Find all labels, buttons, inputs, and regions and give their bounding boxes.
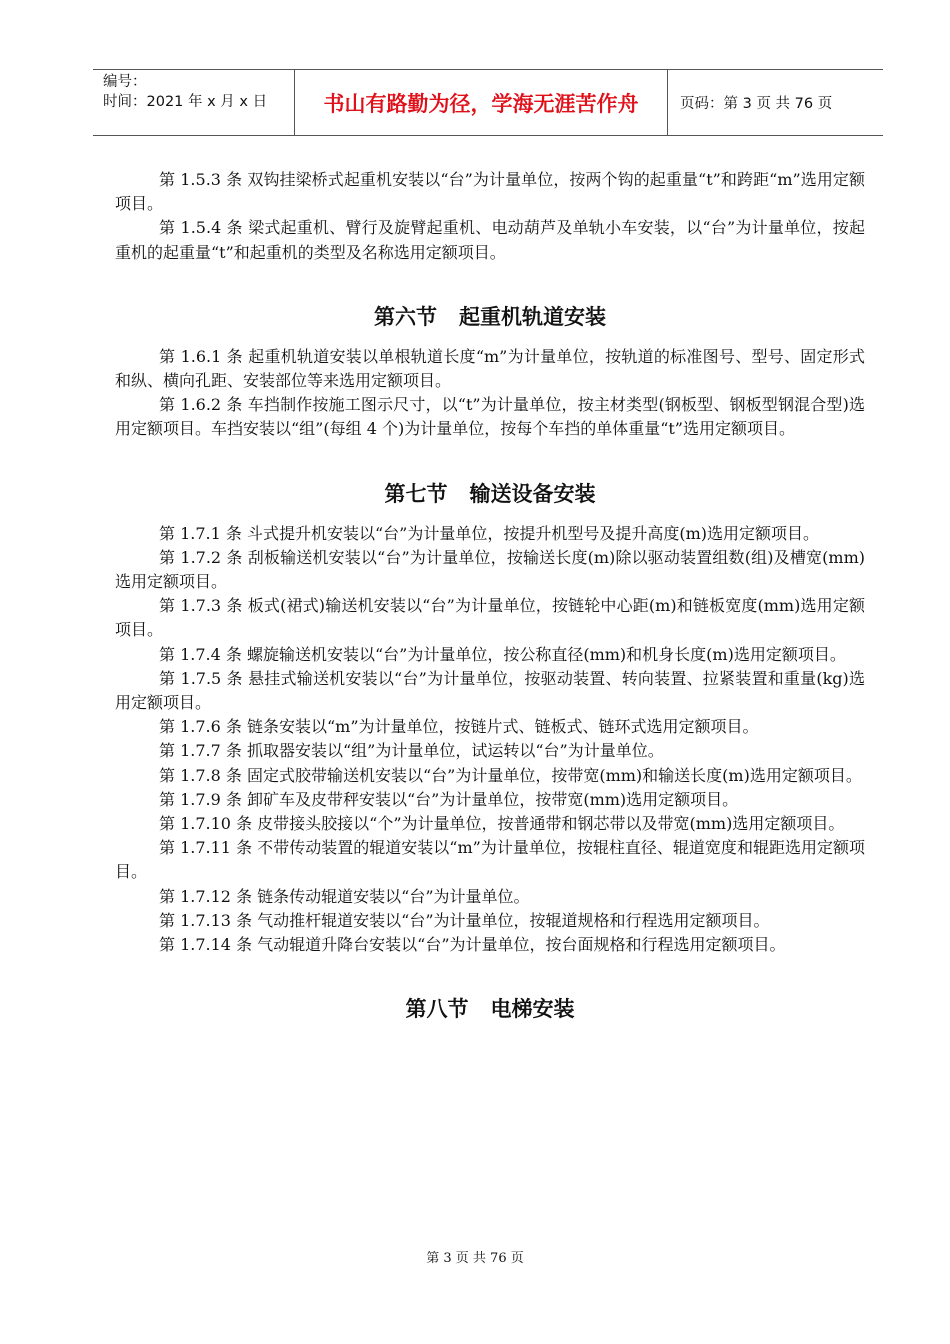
clause-paragraph: 第 1.7.11 条 不带传动装置的辊道安装以“m”为计量单位，按辊柱直径、辊道宽度和辊距选用定额项目。 bbox=[115, 838, 865, 882]
clause-paragraph: 第 1.7.13 条 气动推杆辊道安装以“台”为计量单位，按辊道规格和行程选用定额项目。 bbox=[159, 910, 770, 930]
clause-paragraph: 第 1.7.10 条 皮带接头胶接以“个”为计量单位，按普通带和钢芯带以及带宽(mm)选用定额项目。 bbox=[159, 814, 845, 834]
section-title: 起重机轨道安装 bbox=[459, 304, 606, 329]
time-label: 时间：2021 年 x 月 x 日 bbox=[103, 94, 268, 110]
page-footer: 第 3 页 共 76 页 bbox=[426, 1251, 524, 1266]
clause-paragraph: 第 1.6.1 条 起重机轨道安装以单根轨道长度“m”为计量单位，按轨道的标准图号、型号、固定形式和纵、横向孔距、安装部位等来选用定额项目。 bbox=[115, 346, 865, 391]
section-number: 第六节 bbox=[374, 304, 437, 329]
section-heading bbox=[115, 993, 865, 1023]
section-heading bbox=[115, 301, 865, 331]
clause-paragraph: 第 1.7.2 条 刮板输送机安装以“台”为计量单位，按输送长度(m)除以驱动装置组数(组)及槽宽(mm)选用定额项目。 bbox=[115, 547, 865, 592]
clause-paragraph: 第 1.7.8 条 固定式胶带输送机安装以“台”为计量单位，按带宽(mm)和输送长度(m)选用定额项目。 bbox=[159, 765, 862, 785]
clause-paragraph: 第 1.7.9 条 卸矿车及皮带秤安装以“台”为计量单位，按带宽(mm)选用定额项目。 bbox=[159, 789, 739, 809]
clause-paragraph: 第 1.5.3 条 双钩挂梁桥式起重机安装以“台”为计量单位，按两个钩的起重量“t”和跨距“m”选用定额项目。 bbox=[115, 170, 865, 214]
section-number: 第七节 bbox=[384, 481, 448, 506]
section-title: 输送设备安装 bbox=[469, 481, 596, 506]
clause-paragraph: 第 1.7.1 条 斗式提升机安装以“台”为计量单位，按提升机型号及提升高度(m)选用定额项目。 bbox=[159, 523, 819, 543]
header-page-code: 页码：第 3 页 共 76 页 bbox=[680, 96, 833, 112]
clause-paragraph: 第 1.7.12 条 链条传动辊道安装以“台”为计量单位。 bbox=[159, 886, 530, 906]
clause-paragraph: 第 1.5.4 条 梁式起重机、臂行及旋臂起重机、电动葫芦及单轨小车安装，以“台”为计量单位，按起重机的起重量“t”和起重机的类型及名称选用定额项目。 bbox=[115, 218, 865, 262]
section-heading bbox=[115, 478, 865, 508]
clause-paragraph: 第 1.7.5 条 悬挂式输送机安装以“台”为计量单位，按驱动装置、转向装置、拉紧装置和重量(kg)选用定额项目。 bbox=[115, 668, 865, 713]
serial-label: 编号： bbox=[103, 74, 147, 90]
section-number: 第八节 bbox=[405, 997, 469, 1022]
document-body bbox=[115, 168, 865, 1037]
page-header bbox=[93, 69, 883, 136]
header-meta bbox=[93, 70, 295, 135]
clause-paragraph: 第 1.7.7 条 抓取器安装以“组”为计量单位，试运转以“台”为计量单位。 bbox=[159, 741, 664, 761]
clause-paragraph: 第 1.7.4 条 螺旋输送机安装以“台”为计量单位，按公称直径(mm)和机身长度(m)选用定额项目。 bbox=[159, 644, 846, 664]
clause-paragraph: 第 1.7.14 条 气动辊道升降台安装以“台”为计量单位，按台面规格和行程选用定额项目。 bbox=[159, 935, 786, 955]
header-motto: 书山有路勤为径，学海无涯苦作舟 bbox=[295, 70, 668, 135]
section-title: 电梯安装 bbox=[490, 997, 575, 1022]
clause-paragraph: 第 1.7.6 条 链条安装以“m”为计量单位，按链片式、链板式、链环式选用定额项目。 bbox=[159, 717, 759, 737]
clause-paragraph: 第 1.7.3 条 板式(裙式)输送机安装以“台”为计量单位，按链轮中心距(m)和链板宽度(mm)选用定额项目。 bbox=[115, 596, 865, 640]
clause-paragraph: 第 1.6.2 条 车挡制作按施工图示尺寸，以“t”为计量单位，按主材类型(钢板型、钢板型钢混合型)选用定额项目。车挡安装以“组”(每组 4 个)为计量单位，按每个车挡的单体重量“t”选用定额项目。 bbox=[115, 395, 865, 439]
